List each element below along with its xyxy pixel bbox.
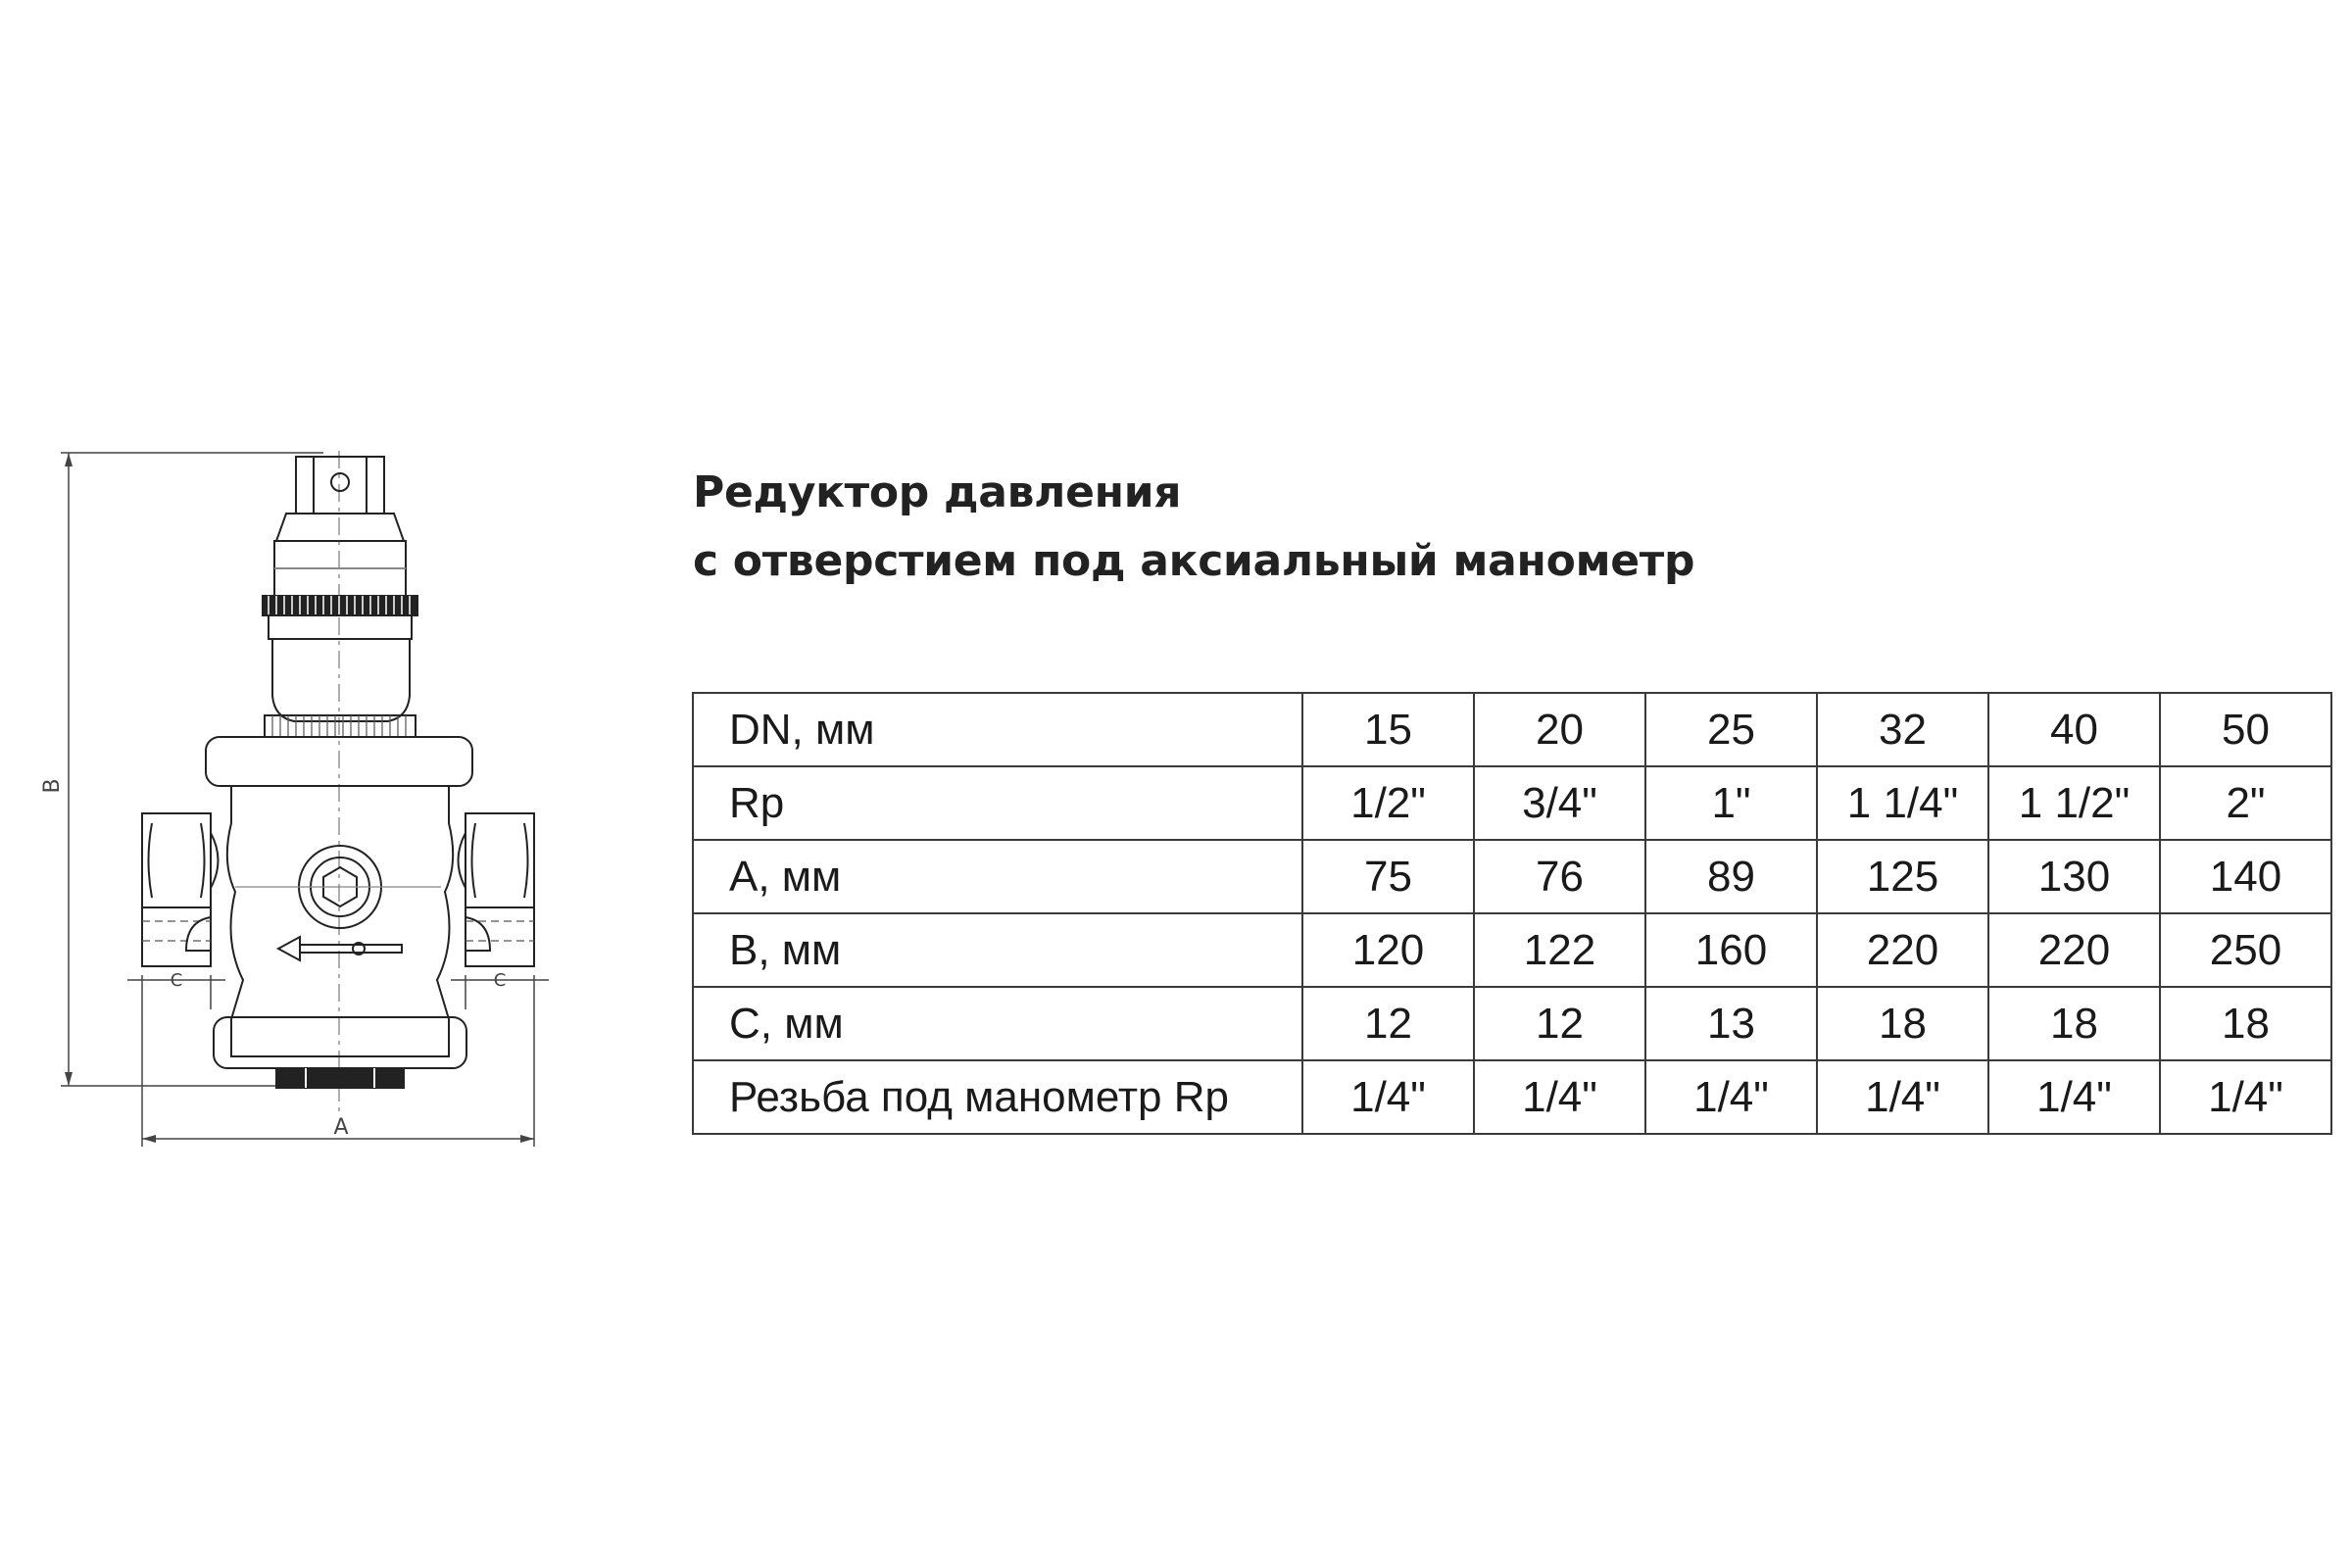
table-cell: 122 [1474,913,1645,987]
table-cell: 130 [1988,840,2160,913]
valve-technical-drawing [29,431,559,1176]
table-cell: 125 [1817,840,1988,913]
table-cell: 18 [1817,987,1988,1060]
table-cell: 18 [2160,987,2331,1060]
table-cell: 32 [1817,693,1988,766]
row-label: C, мм [693,987,1302,1060]
dimension-c-left-label: C [170,970,183,991]
knurled-ring [263,596,417,615]
bonnet [265,615,416,737]
table-cell: 1" [1645,766,1817,840]
dimension-c [127,970,549,1019]
table-row [693,693,2331,766]
table-row [693,1060,2331,1134]
table-cell: 1/4" [1988,1060,2160,1134]
table-cell: 1 1/4" [1817,766,1988,840]
row-label: DN, мм [693,693,1302,766]
table-cell: 50 [2160,693,2331,766]
row-label: Rp [693,766,1302,840]
table-cell: 75 [1302,840,1474,913]
table-cell: 76 [1474,840,1645,913]
table-cell: 1/4" [1645,1060,1817,1134]
left-nut [142,813,219,966]
table-cell: 250 [2160,913,2331,987]
specification-table [692,692,2332,1135]
row-label: B, мм [693,913,1302,987]
row-label: A, мм [693,840,1302,913]
title-line-2: с отверстием под аксиальный манометр [693,536,1695,586]
table-cell: 18 [1988,987,2160,1060]
table-cell: 140 [2160,840,2331,913]
table-cell: 1/4" [1302,1060,1474,1134]
table-row [693,987,2331,1060]
table-cell: 1/4" [2160,1060,2331,1134]
table-cell: 12 [1302,987,1474,1060]
right-nut [459,813,535,966]
table-cell: 1/4" [1817,1060,1988,1134]
dimension-c-right-label: C [493,970,507,991]
table-cell: 120 [1302,913,1474,987]
table-cell: 12 [1474,987,1645,1060]
table-cell: 220 [1817,913,1988,987]
table-row [693,766,2331,840]
table-cell: 2" [2160,766,2331,840]
table-cell: 89 [1645,840,1817,913]
bottom-plug [276,1068,404,1088]
table-cell: 1/4" [1474,1060,1645,1134]
table-cell: 15 [1302,693,1474,766]
dimension-a-label: A [333,1115,349,1140]
document-title [693,459,1694,596]
flow-arrow [278,937,402,960]
gauge-port [235,846,441,928]
adjusting-cap [274,457,406,596]
title-line-1: Редуктор давления [693,467,1182,517]
table-cell: 1/2" [1302,766,1474,840]
table-cell: 160 [1645,913,1817,987]
table-cell: 20 [1474,693,1645,766]
row-label: Резьба под манометр Rp [693,1060,1302,1134]
table-row [693,913,2331,987]
table-cell: 3/4" [1474,766,1645,840]
table-cell: 13 [1645,987,1817,1060]
table-cell: 40 [1988,693,2160,766]
table-cell: 220 [1988,913,2160,987]
dimension-b-label: B [40,778,65,794]
table-cell: 25 [1645,693,1817,766]
table-cell: 1 1/2" [1988,766,2160,840]
dimension-b [40,453,323,1086]
table-row [693,840,2331,913]
